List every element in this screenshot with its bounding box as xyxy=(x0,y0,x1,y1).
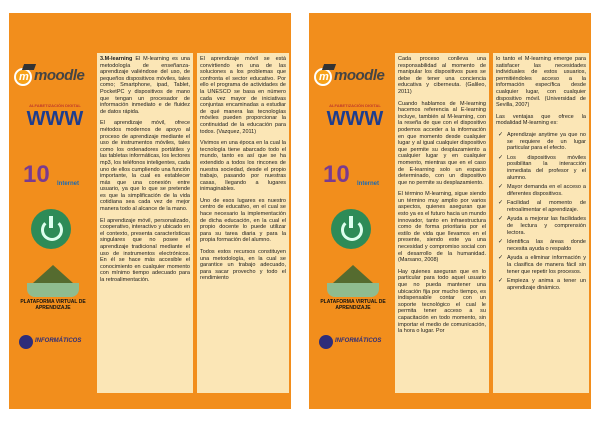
ten-icon: 10 Internet xyxy=(323,161,380,188)
text-column-2 xyxy=(197,53,289,393)
sidebar-icons xyxy=(9,13,95,409)
paragraph: Cada proceso conlleva una responsabilidad al momento de manipular los dispositivos pues se debe de tener una conciencia educativa y ciberneuta. (Galileo, 2011) xyxy=(398,56,486,95)
paragraph: Uno de esos lugares es nuestro centro de educativo, en el cual se hace necesario la implementación de dicha educación, en la cual el propio docente lo puede utilizar para su tarea diaria y para la propia formación del alumno. xyxy=(200,197,286,244)
list-item: ✓ Identifica las áreas donde necesita ayuda o respaldo xyxy=(496,239,586,252)
paragraph: 3.M-learning El M-learning es una metodología de enseñanza-aprendizaje valiéndose del uso, de pequeños dispositivos móviles, tales como; Smartphone, ipad, Tablet, PocketPC y dispositivos de mano que tengan un procesador de información inmediato e de fluidez de datos rápida. xyxy=(100,56,190,115)
text-column-3 xyxy=(395,53,489,393)
power-icon xyxy=(331,209,371,249)
list-lead: Las ventajas que ofrece la modalidad M-learning es: xyxy=(496,113,586,127)
brochure-page-left xyxy=(9,13,291,409)
paragraph: Cuando hablamos de M-learning hacemos referencia al E-learning incluye, también al M-learning, con la reseña de que con el dispositivo podemos acceder a la información en que momento desde cualquier lugar y al igual cualquier dispositivo que permite su desplazamiento a cualquier lugar y en cualquier momento, mientras que en el caso de E-learning solo un espacio determinado, con un dispositivo que no permite su desplazamiento. xyxy=(398,100,486,186)
list-item: ✓ Facilidad al momento de retroalimentar el aprendizaje. xyxy=(496,200,586,213)
list-item: ✓ Ayuda a eliminar información y la clasifica de manera fácil sin tener que repetir los procesos. xyxy=(496,255,586,275)
ten-icon: 10 Internet xyxy=(23,161,80,188)
moodle-logo-icon: m moodle xyxy=(314,63,396,89)
list-item: ✓ Mayor demanda en el acceso a diferentes dispositivos. xyxy=(496,184,586,197)
paragraph: Vivimos en una época en la cual la tecnología tiene abarcado todo el mundo, tanto es así que se ha extendido a todos los rincones de nuestra sociedad, desde el propio trabajo, pasando por nuestras casas, llegando a lugares inimaginables. xyxy=(200,140,286,193)
list-item: ✓ Empieza y anima a tener un aprendizaje dinámico. xyxy=(496,278,586,291)
www-icon: ALFABETIZACIÓN DIGITAL WWW xyxy=(326,103,384,130)
book-icon: PLATAFORMA VIRTUAL DE APRENDIZAJE xyxy=(317,265,389,315)
paragraph: Hay quienes aseguran que en lo particular para todo aquel usuario que no pueda mantener una ubicación fija por mucho tiempo, es indispensable contar con un soporte tecnológico el cual le permita tener acceso a su capacitación en todo momento, sin importar el medio de comunicación, la hora o lugar. Por xyxy=(398,268,486,335)
www-icon: ALFABETIZACIÓN DIGITAL WWW xyxy=(26,103,84,130)
power-icon xyxy=(31,209,71,249)
moodle-logo-icon: m moodle xyxy=(14,63,96,89)
informaticos-logo-icon: INFORMÁTICOS xyxy=(19,333,89,353)
advantages-list xyxy=(496,132,586,291)
paragraph: lo tanto el M-learning emerge para satisfacer las necesidades individuales de estos usuarios, permitiéndoles acceso a la información específica desde cualquier lugar, con cualquier dispositivo móvil. (Universidad de Sevilla, 2007) xyxy=(496,56,586,109)
informaticos-logo-icon: INFORMÁTICOS xyxy=(319,333,389,353)
list-item: ✓ Aprendizaje anytime ya que no se requiere de un lugar particular para el efecto. xyxy=(496,132,586,152)
book-icon: PLATAFORMA VIRTUAL DE APRENDIZAJE xyxy=(17,265,89,315)
text-column-4 xyxy=(493,53,589,393)
list-item: ✓ Los dispositivos móviles posibilitan la interacción inmediata del profesor y el alumno. xyxy=(496,155,586,181)
paragraph: El término M-learning, sigue siendo un término muy amplio por varios aspectos, quienes aseguran que esto ya es el futuro hacia un mundo innovador, tanto en infraestructura como de forma prioritaria por el estilo de vida que llevamos en el presente, siendo este ya una necesidad y compromiso social con el desarrollo de la humanidad. (Marsano, 2008) xyxy=(398,191,486,264)
paragraph: Todos estos recursos constituyen una metodología, en la cual se garantice un trabajo adecuado, para sacar provecho y todo el rendimiento xyxy=(200,249,286,282)
text-column-1 xyxy=(97,53,193,393)
list-item: ✓ Ayuda a mejorar las facilidades de lectura y comprensión lectora. xyxy=(496,216,586,236)
paragraph: El aprendizaje móvil se está convirtiendo en una de las soluciones a los problemas que confronta el sector educativo. Por ello el programa de actividades de la UNESCO se basa en número cada vez mayor de iniciativas conjuntas encaminadas a estudiar de qué manera las tecnologías móviles pueden proporcionar la continuidad de la educación para todos. (Vazquez, 2011) xyxy=(200,56,286,135)
sidebar-icons xyxy=(309,13,395,409)
paragraph: El aprendizaje móvil, ofrece métodos modernos de apoyo al proceso de aprendizaje mediante el uso de instrumentos móviles, tales como los ordenadores portátiles y las tabletas informáticas, los lectores mp3, los teléfonos inteligentes, cada uno de ellos cumpliendo una función importante, la cual es establecer más que una conexión entre usuario, ya que lo que se pretende es que la simplificación de la vida cotidiana sea cada vez de mejor manera todo al alcance de la mano. xyxy=(100,120,190,213)
brochure-page-right xyxy=(309,13,591,409)
paragraph: El aprendizaje móvil, personalizado, cooperativo, interactivo y ubicado en el contexto, presenta características singulares que no posee el aprendizaje tradicional mediante el uso de instrumentos electrónicos. En él se hace más accesible el conocimiento en cualquier momento con mínimo tiempo adecuado para la retroalimentación. xyxy=(100,217,190,283)
